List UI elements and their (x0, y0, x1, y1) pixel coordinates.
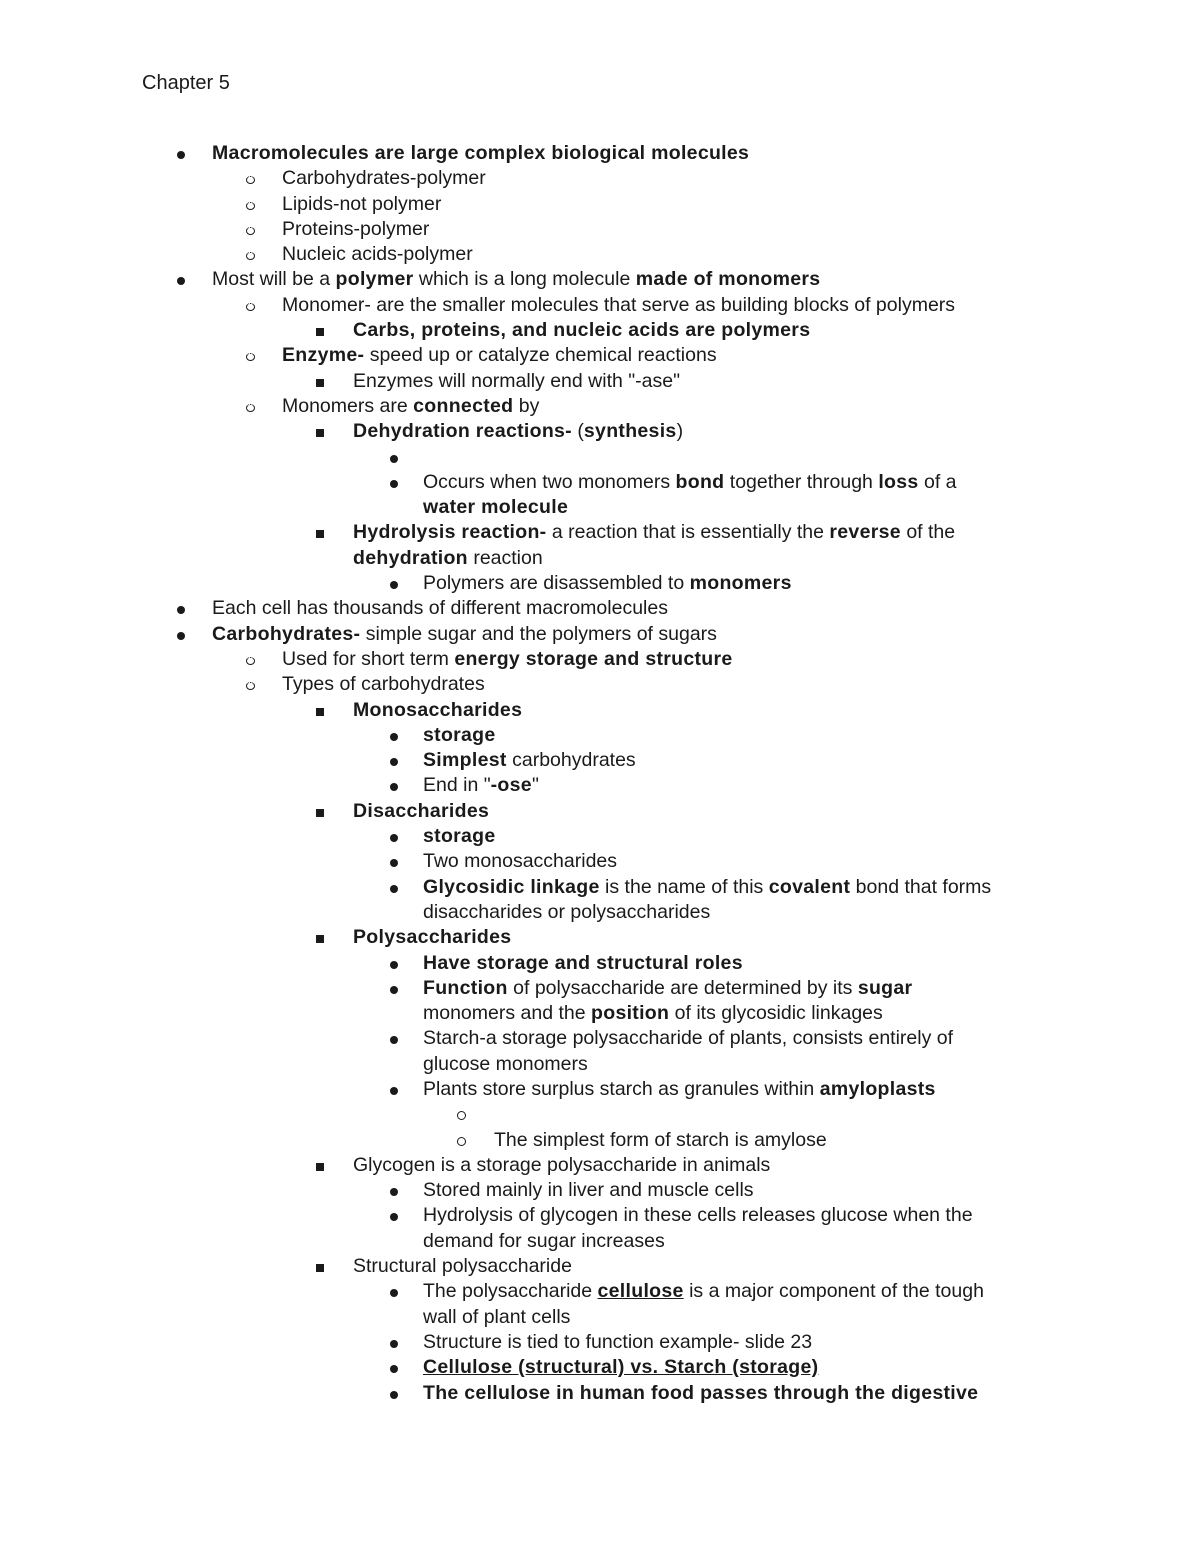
outline-item-text (282, 192, 441, 217)
square-bullet-icon (316, 318, 324, 343)
text-run: Enzymes will normally end with "-ase" (353, 369, 681, 392)
text-run: Glycogen is a storage polysaccharide in animals (353, 1153, 771, 1176)
outline-item (0, 293, 1200, 318)
square-bullet-icon (316, 925, 324, 950)
text-run: together through (724, 470, 879, 493)
outline-item-text (494, 1128, 827, 1153)
text-run: is a major component of the tough (683, 1280, 984, 1303)
circle-bullet-icon (246, 394, 255, 419)
outline-item-text (423, 1229, 665, 1254)
dot-bullet-icon (387, 824, 398, 849)
text-run: Carbohydrates-polymer (282, 167, 486, 190)
outline-item-text (423, 824, 496, 849)
hollow-circle-bullet-icon (457, 1102, 466, 1127)
outline-item (0, 951, 1200, 976)
dot-bullet-icon (387, 773, 398, 798)
circle-bullet-icon (246, 217, 255, 242)
text-run: The polysaccharide (423, 1280, 598, 1303)
dot-bullet-icon (387, 875, 398, 900)
outline-item-text (282, 394, 539, 419)
text-run: by (513, 394, 540, 417)
outline-item-text (423, 1279, 984, 1304)
text-run: Most will be a (212, 268, 336, 291)
outline-item-text (353, 1153, 770, 1178)
outline-item (0, 166, 1200, 191)
outline-item (0, 192, 1200, 217)
outline-item-text (353, 698, 522, 723)
text-run: Nucleic acids-polymer (282, 243, 473, 266)
outline-list (0, 141, 1200, 1406)
text-run: of a (918, 470, 957, 493)
bold-text: cellulose (597, 1280, 684, 1303)
outline-item (0, 217, 1200, 242)
outline-item-text (423, 1001, 883, 1026)
outline-item-text (212, 596, 668, 621)
outline-item-text (353, 1254, 572, 1279)
circle-bullet-icon (246, 647, 255, 672)
bold-text: Macromolecules are large complex biological molecules (212, 142, 750, 164)
text-run: Plants store surplus starch as granules within (423, 1077, 820, 1100)
outline-item (0, 419, 1200, 444)
disc-bullet-icon (174, 267, 185, 292)
text-run: ( (571, 420, 584, 443)
text-run: Structure is tied to function example- slide 23 (423, 1330, 813, 1353)
text-run: bond that forms (850, 875, 992, 898)
outline-item-text (423, 1381, 978, 1406)
text-run: monomers and the (423, 1002, 592, 1025)
dot-bullet-icon (387, 571, 398, 596)
outline-item-text (423, 951, 743, 976)
page-title: Chapter 5 (142, 72, 230, 94)
bold-text: storage (423, 825, 496, 848)
disc-bullet-icon (174, 596, 185, 621)
bold-text: synthesis (583, 420, 677, 443)
dot-bullet-icon (387, 723, 398, 748)
outline-item-text (282, 647, 733, 672)
outline-item (0, 369, 1200, 394)
square-bullet-icon (316, 799, 324, 824)
outline-item-text (353, 925, 511, 950)
outline-item (0, 318, 1200, 343)
outline-item (0, 1102, 1200, 1127)
outline-item-text (423, 900, 710, 925)
dot-bullet-icon (387, 1026, 398, 1051)
outline-item (0, 748, 1200, 773)
text-run: is the name of this (599, 875, 769, 898)
bold-text: position (591, 1002, 670, 1025)
outline-item-text (423, 1355, 818, 1380)
circle-bullet-icon (246, 293, 255, 318)
outline-item (0, 495, 1200, 520)
outline-item-text (423, 1026, 953, 1051)
outline-item (0, 520, 1200, 545)
outline-item (0, 470, 1200, 495)
bold-text: made of monomers (635, 268, 821, 291)
outline-item-text (353, 520, 955, 545)
outline-item-text (423, 1330, 812, 1355)
dot-bullet-icon (387, 1077, 398, 1102)
outline-item (0, 1178, 1200, 1203)
outline-item (0, 596, 1200, 621)
bold-text: Have storage and structural roles (423, 951, 743, 974)
bold-text: Simplest (423, 749, 507, 772)
dot-bullet-icon (387, 849, 398, 874)
outline-item-text (282, 672, 485, 697)
hollow-circle-bullet-icon (457, 1128, 466, 1153)
outline-item-text (423, 849, 617, 874)
bold-text: Carbohydrates- (212, 622, 361, 645)
bold-text: dehydration (353, 546, 468, 569)
outline-item (0, 773, 1200, 798)
bold-text: connected (413, 394, 514, 417)
outline-item (0, 1128, 1200, 1153)
text-run: disaccharides or polysaccharides (423, 900, 711, 923)
square-bullet-icon (316, 520, 324, 545)
bold-text: bond (675, 470, 725, 493)
dot-bullet-icon (387, 1203, 398, 1228)
outline-item (0, 824, 1200, 849)
outline-item-text (423, 495, 568, 520)
outline-item (0, 1229, 1200, 1254)
outline-item (0, 267, 1200, 292)
text-run: Stored mainly in liver and muscle cells (423, 1179, 754, 1202)
outline-item (0, 698, 1200, 723)
dot-bullet-icon (387, 951, 398, 976)
bold-text: polymer (335, 268, 414, 291)
text-run: Lipids-not polymer (282, 192, 442, 215)
outline-item-text (423, 1203, 973, 1228)
dot-bullet-icon (387, 976, 398, 1001)
text-run: The simplest form of starch is amylose (494, 1128, 827, 1151)
text-run: Hydrolysis of glycogen in these cells releases glucose when the (423, 1204, 973, 1227)
outline-item-text (282, 166, 486, 191)
outline-item (0, 1026, 1200, 1051)
outline-item (0, 976, 1200, 1001)
text-run: speed up or catalyze chemical reactions (364, 344, 717, 367)
circle-bullet-icon (246, 192, 255, 217)
outline-item-text (423, 1305, 570, 1330)
circle-bullet-icon (246, 166, 255, 191)
text-run: Proteins-polymer (282, 217, 430, 240)
circle-bullet-icon (246, 672, 255, 697)
circle-bullet-icon (246, 242, 255, 267)
outline-item-text (423, 723, 496, 748)
outline-item-text (423, 1077, 936, 1102)
square-bullet-icon (316, 369, 324, 394)
outline-item-text (282, 242, 473, 267)
outline-item (0, 900, 1200, 925)
text-run: Monomers are (282, 394, 414, 417)
text-run: glucose monomers (423, 1052, 588, 1075)
text-run: Starch-a storage polysaccharide of plants, consists entirely of (423, 1027, 954, 1050)
outline-item (0, 546, 1200, 571)
outline-item (0, 723, 1200, 748)
bold-text: Enzyme- (282, 344, 365, 367)
outline-item-text (423, 571, 792, 596)
square-bullet-icon (316, 1153, 324, 1178)
dot-bullet-icon (387, 1330, 398, 1355)
text-run: wall of plant cells (423, 1305, 571, 1328)
dot-bullet-icon (387, 470, 398, 495)
outline-item-text (353, 546, 543, 571)
dot-bullet-icon (387, 445, 398, 470)
text-run: Occurs when two monomers (423, 470, 676, 493)
outline-item-text (282, 343, 717, 368)
dot-bullet-icon (387, 1178, 398, 1203)
text-run: of its glycosidic linkages (669, 1002, 883, 1025)
outline-item (0, 1203, 1200, 1228)
bold-text: -ose (490, 774, 532, 797)
outline-item-text (282, 293, 955, 318)
text-run: End in " (423, 774, 491, 797)
bold-text: Carbs, proteins, and nucleic acids are polymers (353, 319, 811, 342)
outline-item (0, 647, 1200, 672)
text-run: Polymers are disassembled to (423, 572, 690, 595)
outline-item-text (353, 318, 810, 343)
outline-item-text (423, 1052, 588, 1077)
text-run: a reaction that is essentially the (546, 521, 830, 544)
bold-text: loss (878, 470, 919, 493)
outline-item (0, 394, 1200, 419)
outline-item (0, 1077, 1200, 1102)
outline-item-text (353, 419, 683, 444)
text-run: Two monosaccharides (423, 850, 618, 873)
outline-item (0, 343, 1200, 368)
bold-text: Disaccharides (353, 799, 490, 822)
circle-bullet-icon (246, 343, 255, 368)
text-run: Types of carbohydrates (282, 673, 485, 696)
disc-bullet-icon (174, 141, 185, 166)
text-run: " (531, 774, 539, 797)
outline-item-text (423, 773, 539, 798)
bold-text: amyloplasts (819, 1077, 936, 1100)
outline-item (0, 1153, 1200, 1178)
outline-item-text (212, 622, 717, 647)
outline-item (0, 622, 1200, 647)
square-bullet-icon (316, 419, 324, 444)
dot-bullet-icon (387, 1381, 398, 1406)
text-run: Each cell has thousands of different macromolecules (212, 597, 668, 620)
outline-item-text (212, 141, 749, 166)
bold-text: Dehydration reactions- (353, 420, 572, 443)
text-run: Used for short term (282, 647, 455, 670)
bold-text: sugar (857, 976, 913, 999)
bold-text: Function (423, 976, 508, 999)
outline-item (0, 849, 1200, 874)
outline-item (0, 1052, 1200, 1077)
outline-item (0, 1001, 1200, 1026)
bold-text: monomers (689, 572, 792, 595)
square-bullet-icon (316, 698, 324, 723)
bold-text: Hydrolysis reaction- (353, 521, 547, 544)
bold-text: energy storage and structure (454, 647, 733, 670)
text-run: Monomer- are the smaller molecules that serve as building blocks of polymers (282, 293, 956, 316)
outline-item (0, 1381, 1200, 1406)
text-run: of the (900, 521, 956, 544)
outline-item-text (353, 799, 489, 824)
outline-item-text (423, 875, 991, 900)
outline-item (0, 875, 1200, 900)
text-run: ) (676, 420, 684, 443)
bold-text: Glycosidic linkage (423, 875, 600, 898)
dot-bullet-icon (387, 1279, 398, 1304)
disc-bullet-icon (174, 622, 185, 647)
outline-item (0, 1305, 1200, 1330)
text-run: of polysaccharide are determined by its (507, 976, 858, 999)
outline-item (0, 141, 1200, 166)
text-run: carbohydrates (506, 749, 636, 772)
bold-text: Monosaccharides (353, 698, 523, 721)
outline-item (0, 799, 1200, 824)
outline-item (0, 445, 1200, 470)
bold-text: The cellulose in human food passes through the digestive (423, 1381, 979, 1404)
outline-item (0, 242, 1200, 267)
square-bullet-icon (316, 1254, 324, 1279)
outline-item (0, 571, 1200, 596)
bold-text: Cellulose (structural) vs. Starch (storage) (423, 1356, 819, 1379)
bold-text: covalent (768, 875, 851, 898)
outline-item (0, 672, 1200, 697)
outline-item (0, 1254, 1200, 1279)
outline-item-text (353, 369, 680, 394)
text-run: Structural polysaccharide (353, 1255, 572, 1278)
bold-text: water molecule (423, 496, 569, 519)
outline-item (0, 1355, 1200, 1380)
bold-text: Polysaccharides (353, 926, 512, 949)
dot-bullet-icon (387, 748, 398, 773)
outline-item (0, 1330, 1200, 1355)
text-run: reaction (467, 546, 543, 569)
bold-text: reverse (829, 521, 901, 544)
text-run: demand for sugar increases (423, 1229, 665, 1252)
outline-item (0, 925, 1200, 950)
outline-item-text (423, 470, 957, 495)
bold-text: storage (423, 723, 496, 746)
outline-item-text (423, 1178, 754, 1203)
dot-bullet-icon (387, 1355, 398, 1380)
outline-item-text (423, 748, 636, 773)
text-run: which is a long molecule (413, 268, 636, 291)
outline-item-text (423, 976, 912, 1001)
outline-item (0, 1279, 1200, 1304)
outline-item-text (282, 217, 429, 242)
text-run: simple sugar and the polymers of sugars (360, 622, 717, 645)
outline-item-text (212, 267, 820, 292)
